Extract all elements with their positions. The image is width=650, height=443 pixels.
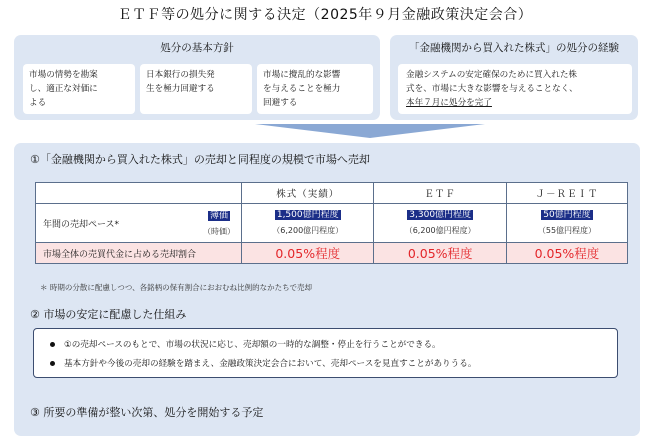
pace-cell-etf: [374, 204, 506, 243]
experience-card: [398, 64, 632, 114]
column-header-stocks: 株式（実績）: [242, 183, 374, 204]
pace-market-value: （55億円程度）: [537, 226, 597, 235]
pace-row-label: 年間の売却ペース*: [43, 220, 120, 230]
pace-cell-jreit: [506, 204, 627, 243]
policy-card-fair-price: [23, 64, 135, 114]
pace-market-value: （6,200億円程度）: [272, 226, 344, 235]
pace-value: 1,500億円程度: [276, 210, 339, 220]
experience-line: 式を、市場に大きな影響を与えることなく、: [406, 84, 578, 94]
policy-card-line: 市場の情勢を勘案: [29, 70, 98, 80]
policy-card-line: 生を極力回避する: [146, 84, 215, 94]
section-3-heading: ③ 所要の準備が整い次第、処分を開始する予定: [30, 406, 264, 419]
basic-policy-heading: 処分の基本方針: [160, 42, 234, 54]
ratio-cell-jreit: 0.05%程度: [506, 243, 627, 264]
sale-pace-table: [35, 182, 628, 264]
section-2-heading: ② 市場の安定に配慮した仕組み: [30, 308, 187, 321]
pace-market-value: （6,200億円程度）: [404, 226, 476, 235]
column-header-jreit: Ｊ－ＲＥＩＴ: [506, 183, 627, 204]
policy-card-line: よる: [29, 98, 47, 108]
experience-line: 金融システムの安定確保のために買入れた株: [406, 70, 578, 80]
ratio-row-label: 市場全体の売買代金に占める売却割合: [36, 243, 242, 264]
bullet-text: 基本方針や今後の売却の経験を踏まえ、金融政策決定会合において、売却ペースを見直すことがありうる。: [64, 359, 477, 369]
bullet-text: ①の売却ペースのもとで、市場の状況に応じ、売却額の一時的な調整・停止を行うことができる。: [64, 340, 441, 350]
policy-card-line: し、適正な対価に: [29, 84, 98, 94]
bullet-icon: [50, 361, 55, 366]
page-title: ＥＴＦ等の処分に関する決定（2025年９月金融政策決定会合）: [117, 7, 533, 23]
pace-row-label-cell: [36, 204, 242, 243]
policy-card-avoid-loss: [140, 64, 252, 114]
table-row-ratio: [36, 243, 628, 264]
ratio-cell-etf: 0.05%程度: [374, 243, 506, 264]
pace-value: 50億円程度: [543, 210, 591, 220]
bullet-icon: [50, 342, 55, 347]
list-item: [50, 357, 476, 369]
pace-cell-stocks: [242, 204, 374, 243]
table-header-row: [36, 183, 628, 204]
pace-unit-market: （時価）: [203, 227, 235, 236]
pace-unit-book: 簿価: [209, 211, 228, 221]
policy-card-avoid-disruption: [257, 64, 373, 114]
mechanism-box: [33, 328, 618, 378]
table-corner-cell: [36, 183, 242, 204]
policy-card-line: を与えることを極力: [263, 84, 341, 94]
ratio-cell-stocks: 0.05%程度: [242, 243, 374, 264]
experience-heading: 「金融機関から買入れた株式」の処分の経験: [409, 42, 619, 54]
experience-completed: 本年７月に処分を完了: [406, 98, 492, 108]
policy-card-line: 市場に攪乱的な影響: [263, 70, 341, 80]
list-item: [50, 338, 441, 350]
down-arrow-shape: [255, 124, 485, 138]
pace-value: 3,300億円程度: [409, 210, 472, 220]
policy-card-line: 回避する: [263, 98, 298, 108]
table-row-pace: [36, 204, 628, 243]
pace-unit: [203, 209, 235, 240]
policy-card-line: 日本銀行の損失発: [146, 70, 215, 80]
sale-footnote: ＊ 時期の分散に配慮しつつ、各銘柄の保有割合におおむね比例的なかたちで売却: [40, 283, 313, 292]
section-1-heading: ①「金融機関から買入れた株式」の売却と同程度の規模で市場へ売却: [30, 153, 370, 166]
column-header-etf: ＥＴＦ: [374, 183, 506, 204]
